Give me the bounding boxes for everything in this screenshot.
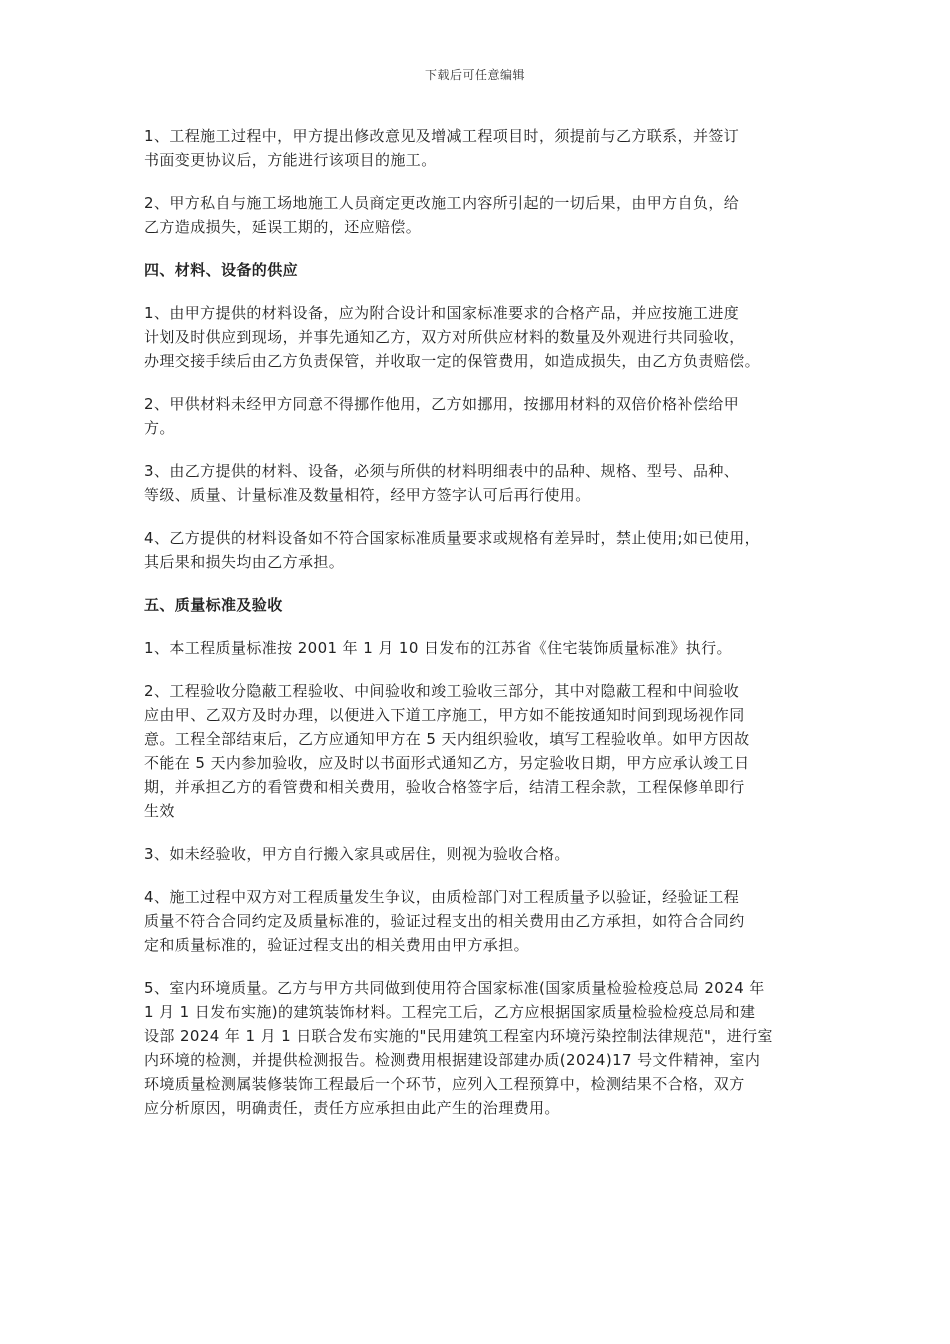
clause-paragraph: 3、如未经验收，甲方自行搬入家具或居住，则视为验收合格。 <box>144 845 570 863</box>
header-note: 下载后可任意编辑 <box>424 68 525 82</box>
clause-paragraph: 1、本工程质量标准按 2001 年 1 月 10 日发布的江苏省《住宅装饰质量标准》执行。 <box>144 639 732 657</box>
clause-paragraph: 1、工程施工过程中，甲方提出修改意见及增减工程项目时，须提前与乙方联系，并签订 书面变更协议后，方能进行该项目的施工。 <box>144 127 740 169</box>
document-body <box>144 124 812 1139</box>
clause-paragraph: 5、室内环境质量。乙方与甲方共同做到使用符合国家标准(国家质量检验检疫总局 2024 年 1 月 1 日发布实施)的建筑装饰材料。工程完工后，乙方应根据国家质量检验检疫总局和建 设部 2024 年 1 月 1 日联合发布实施的"民用建筑工程室内环境污染控制法律规范"，进行室 内环境的检测，并提供检测报告。检测费用根据建设部建办质(2024)17 号文件精神，室内 环境质量检测属装修装饰工程最后一个环节，应列入工程预算中，检测结果不合格，双方 应分析原因，明确责任，责任方应承担由此产生的治理费用。 <box>144 979 773 1117</box>
clause-paragraph: 4、乙方提供的材料设备如不符合国家标准质量要求或规格有差异时，禁止使用;如已使用， 其后果和损失均由乙方承担。 <box>144 529 761 571</box>
clause-paragraph: 2、甲方私自与施工场地施工人员商定更改施工内容所引起的一切后果，由甲方自负，给 乙方造成损失，延误工期的，还应赔偿。 <box>144 194 740 236</box>
section-heading: 五、质量标准及验收 <box>144 596 283 614</box>
section-heading: 四、材料、设备的供应 <box>144 261 299 279</box>
clause-paragraph: 2、工程验收分隐蔽工程验收、中间验收和竣工验收三部分，其中对隐蔽工程和中间验收 应由甲、乙双方及时办理，以便进入下道工序施工，甲方如不能按通知时间到现场视作同 意。工程全部结束后，乙方应通知甲方在 5 天内组织验收，填写工程验收单。如甲方因故 不能在 5 天内参加验收，应及时以书面形式通知乙方，另定验收日期，甲方应承认竣工日 期，并承担乙方的看管费和相关费用，验收合格签字后，结清工程余款，工程保修单即行 生效 <box>144 682 750 820</box>
clause-paragraph: 1、由甲方提供的材料设备，应为附合设计和国家标准要求的合格产品，并应按施工进度 计划及时供应到现场，并事先通知乙方，双方对所供应材料的数量及外观进行共同验收， 办理交接手续后由乙方负责保管，并收取一定的保管费用，如造成损失，由乙方负责赔偿。 <box>144 304 761 370</box>
clause-paragraph: 4、施工过程中双方对工程质量发生争议，由质检部门对工程质量予以验证，经验证工程 质量不符合合同约定及质量标准的，验证过程支出的相关费用由乙方承担，如符合合同约 定和质量标准的，验证过程支出的相关费用由甲方承担。 <box>144 888 745 954</box>
clause-paragraph: 3、由乙方提供的材料、设备，必须与所供的材料明细表中的品种、规格、型号、品种、 等级、质量、计量标准及数量相符，经甲方签字认可后再行使用。 <box>144 462 740 504</box>
clause-paragraph: 2、甲供材料未经甲方同意不得挪作他用，乙方如挪用，按挪用材料的双倍价格补偿给甲 方。 <box>144 395 740 437</box>
